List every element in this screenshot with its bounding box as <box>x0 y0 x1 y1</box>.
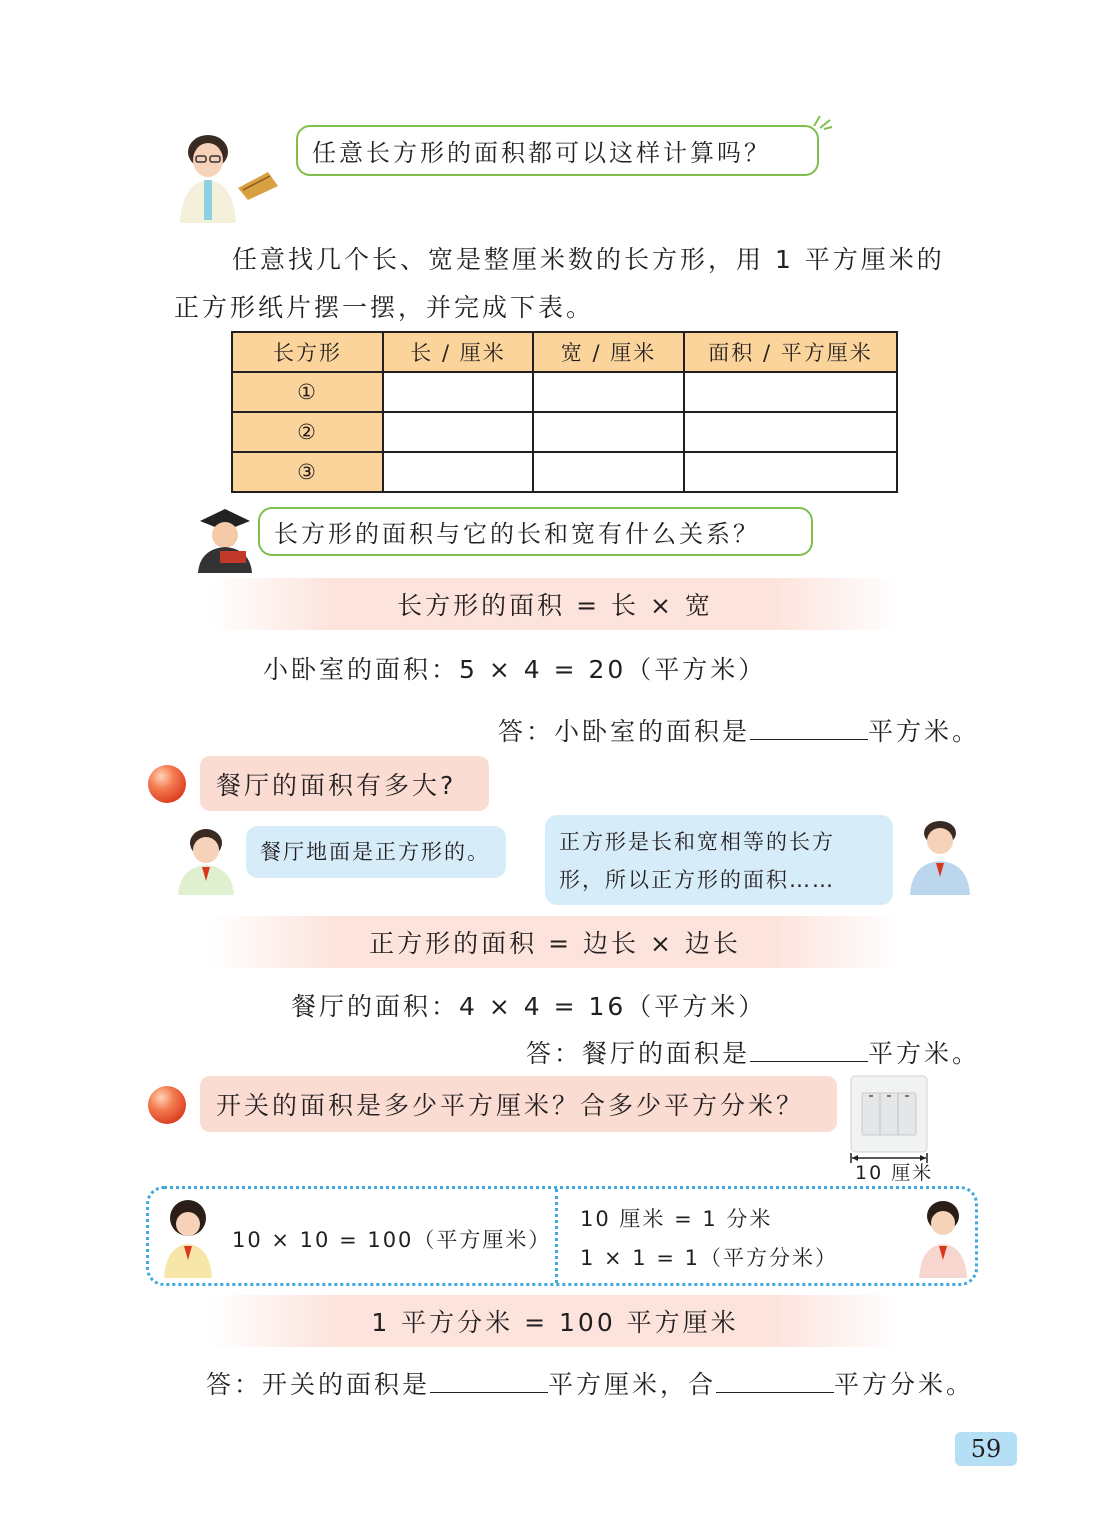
formula-text: 长方形的面积 = 长 × 宽 <box>397 591 713 620</box>
page-number: 59 <box>955 1432 1017 1466</box>
question-marker-icon <box>148 765 186 803</box>
bedroom-calculation: 小卧室的面积：5 × 4 = 20（平方米） <box>263 655 767 684</box>
answer-prefix: 答：开关的面积是 <box>206 1370 431 1399</box>
answer-middle: 平方厘米，合 <box>548 1370 717 1399</box>
dining-question <box>200 756 489 811</box>
empty-cell <box>533 412 684 452</box>
bubble-text: 任意长方形的面积都可以这样计算吗？ <box>312 139 771 167</box>
girl-left-illustration <box>158 1196 220 1278</box>
switch-question <box>200 1076 837 1132</box>
unit-conversion-formula <box>210 1295 900 1347</box>
table-header: 长方形 <box>232 332 383 372</box>
teacher-illustration <box>168 128 288 223</box>
switch-answer <box>206 1365 974 1401</box>
formula-text: 1 平方分米 = 100 平方厘米 <box>371 1308 739 1337</box>
empty-cell <box>383 452 533 492</box>
intro-line-1: 任意找几个长、宽是整厘米数的长方形，用 1 平方厘米的 <box>232 245 945 274</box>
rectangle-area-formula <box>210 578 900 630</box>
answer-blank <box>750 719 868 740</box>
rectangle-table <box>231 331 898 493</box>
row-label: ③ <box>232 452 383 492</box>
question-marker-icon <box>148 1086 186 1124</box>
bubble-text: 长方形的面积与它的长和宽有什么关系？ <box>274 520 760 548</box>
empty-cell <box>684 452 897 492</box>
answer-blank <box>750 1041 868 1062</box>
intro-line-2: 正方形纸片摆一摆，并完成下表。 <box>174 293 595 322</box>
dining-answer <box>526 1034 980 1070</box>
table-header: 宽 / 厘米 <box>533 332 684 372</box>
girl-right-illustration <box>915 1196 971 1278</box>
row-label: ① <box>232 372 383 412</box>
empty-cell <box>383 372 533 412</box>
dining-calculation: 餐厅的面积：4 × 4 = 16（平方米） <box>291 992 767 1021</box>
boy-character-illustration <box>898 815 980 895</box>
row-label: ② <box>232 412 383 452</box>
switch-width-label: 10 厘米 <box>855 1162 934 1184</box>
empty-cell <box>684 412 897 452</box>
method-right-line-1: 10 厘米 = 1 分米 <box>580 1207 773 1231</box>
sparkle-icon <box>810 112 834 130</box>
question-bubble-1 <box>296 125 819 176</box>
answer-prefix: 答：餐厅的面积是 <box>526 1039 751 1068</box>
answer-prefix: 答：小卧室的面积是 <box>498 717 751 746</box>
answer-blank <box>716 1372 834 1393</box>
method-left: 10 × 10 = 100（平方厘米） <box>232 1228 552 1252</box>
table-row <box>232 412 897 452</box>
empty-cell <box>533 452 684 492</box>
answer-suffix: 平方米。 <box>868 717 981 746</box>
question-text: 餐厅的面积有多大? <box>216 770 457 800</box>
question-bubble-2 <box>258 507 813 556</box>
empty-cell <box>684 372 897 412</box>
speech-text: 正方形是长和宽相等的长方形，所以正方形的面积…… <box>559 830 835 892</box>
bedroom-answer <box>498 712 980 748</box>
light-switch-icon <box>850 1075 928 1155</box>
table-row <box>232 452 897 492</box>
empty-cell <box>533 372 684 412</box>
answer-suffix: 平方米。 <box>868 1039 981 1068</box>
divider <box>555 1189 558 1283</box>
boy-speech-bubble <box>545 815 893 905</box>
question-text: 开关的面积是多少平方厘米？合多少平方分米？ <box>216 1091 805 1120</box>
answer-blank <box>430 1372 548 1393</box>
method-right-line-2: 1 × 1 = 1（平方分米） <box>580 1246 838 1270</box>
girl-character-illustration <box>172 823 244 895</box>
table-row <box>232 372 897 412</box>
table-header: 长 / 厘米 <box>383 332 533 372</box>
speech-text: 餐厅地面是正方形的。 <box>260 840 490 864</box>
formula-text: 正方形的面积 = 边长 × 边长 <box>369 929 741 958</box>
answer-suffix: 平方分米。 <box>834 1370 975 1399</box>
empty-cell <box>383 412 533 452</box>
table-header: 面积 / 平方厘米 <box>684 332 897 372</box>
square-area-formula <box>210 916 900 968</box>
girl-speech-bubble <box>246 826 506 878</box>
doctor-character-illustration <box>190 503 260 573</box>
